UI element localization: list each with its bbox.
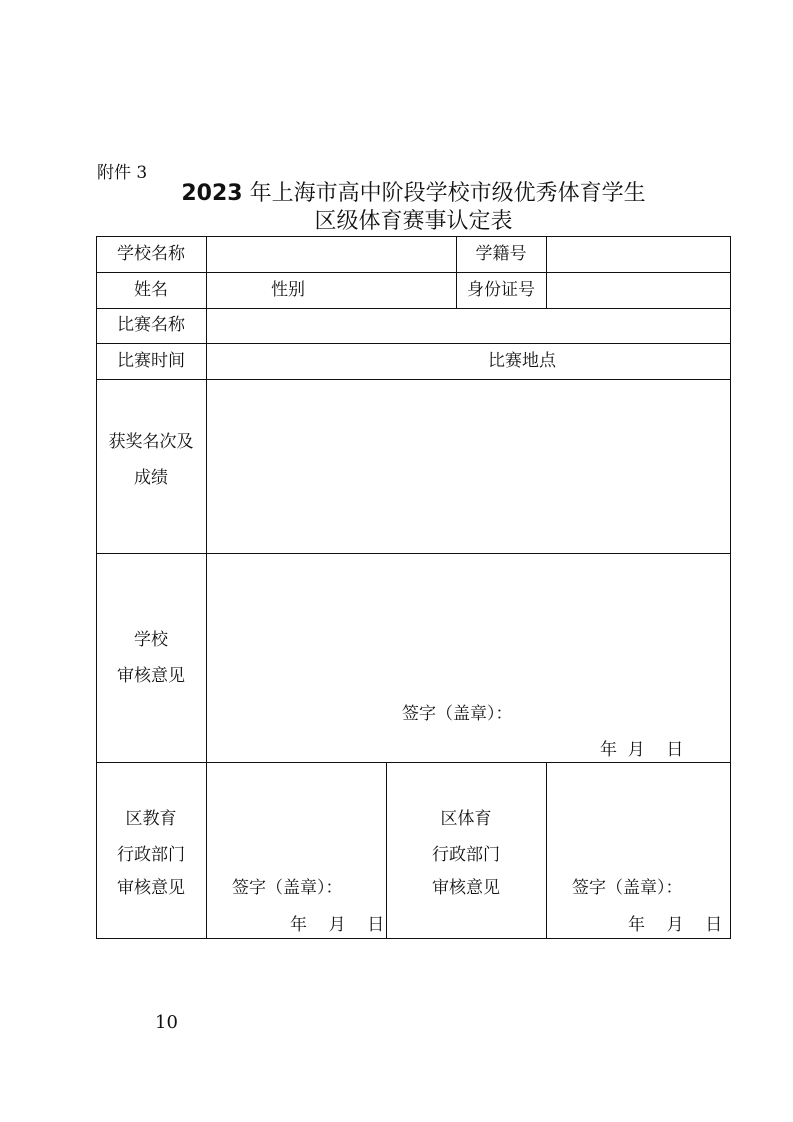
row-divider [96,379,731,380]
row-divider [96,553,731,554]
form-title-line2: 区级体育赛事认定表 [314,209,513,234]
edu-dept-label-line3: 审核意见 [117,878,185,898]
edu-dept-label-line2: 行政部门 [117,845,185,865]
title-year: 2023 [181,181,243,206]
certification-form-table [96,236,731,939]
row-divider [96,308,731,309]
sport-dept-label-line2: 行政部门 [432,845,500,865]
edu-date-label: 年 月 日 [290,915,385,935]
school-review-label-line1: 学校 [134,630,168,650]
sport-dept-label-line3: 审核意见 [432,878,500,898]
award-label-line2: 成绩 [134,468,168,488]
page-number: 10 [155,1012,178,1033]
student-id-label: 学籍号 [475,244,527,264]
edu-signature-label: 签字（盖章）： [232,878,343,898]
competition-time-label: 比赛时间 [117,351,185,371]
award-label-line1: 获奖名次及 [108,432,194,452]
school-review-label-line2: 审核意见 [117,666,185,686]
row-divider [96,343,731,344]
col-divider [206,236,207,939]
attachment-label: 附件 3 [97,163,148,183]
sport-signature-label: 签字（盖章）： [572,878,683,898]
sport-dept-label-line1: 区体育 [440,809,492,829]
edu-dept-label-line1: 区教育 [125,809,177,829]
form-title-line1 [97,180,730,208]
name-label: 姓名 [134,280,168,300]
col-divider [546,762,547,939]
competition-place-label: 比赛地点 [488,351,556,371]
school-name-label: 学校名称 [117,244,185,264]
id-card-label: 身份证号 [467,280,535,300]
competition-name-label: 比赛名称 [117,315,185,335]
sport-date-label: 年 月 日 [628,915,723,935]
school-date-label: 年 月 日 [600,740,684,760]
title-line1-text: 年上海市高中阶段学校市级优秀体育学生 [242,181,646,206]
col-divider [546,236,547,308]
gender-label: 性别 [271,280,305,300]
row-divider [96,272,731,273]
school-signature-label: 签字（盖章）： [402,704,513,724]
row-divider [96,762,731,763]
